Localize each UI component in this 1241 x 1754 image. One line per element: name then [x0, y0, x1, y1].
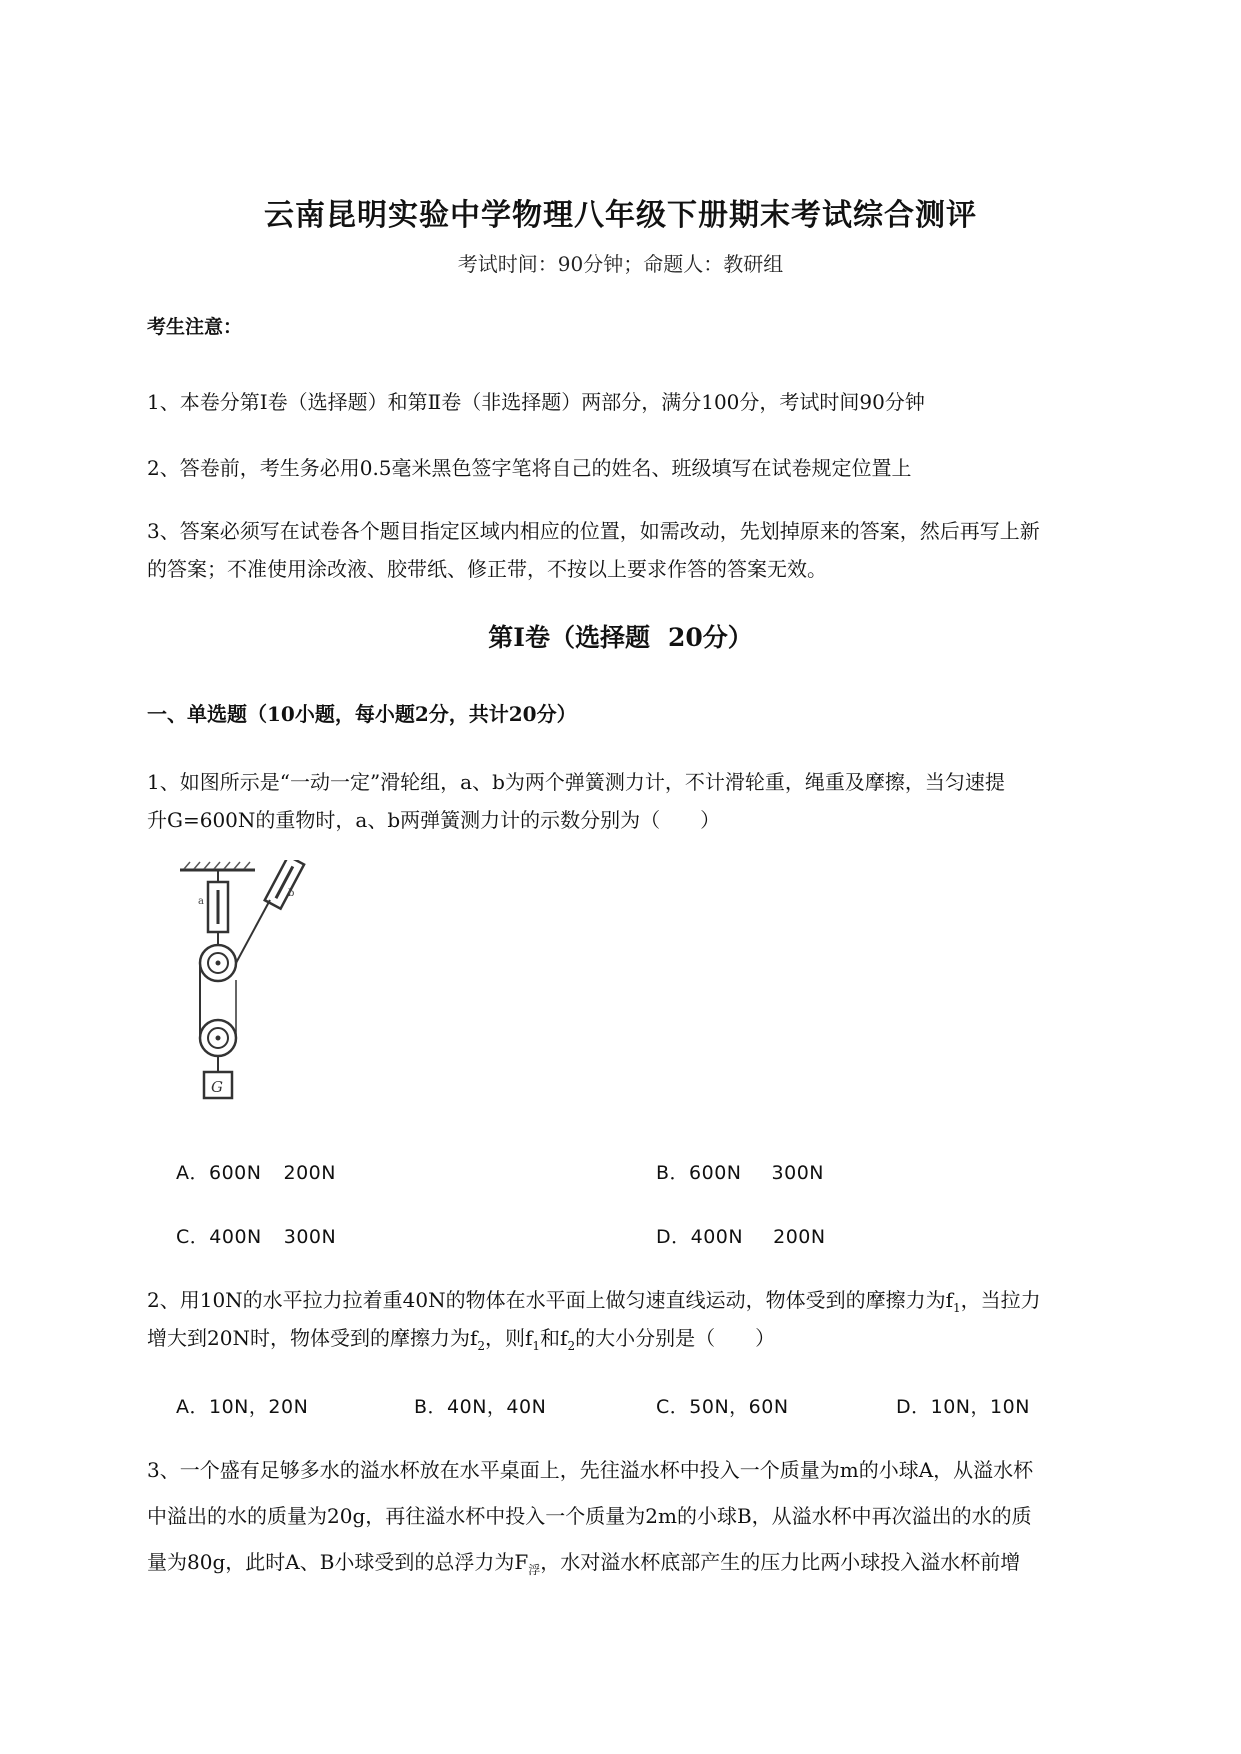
weight-label: G: [211, 1078, 223, 1096]
notice-item-1: 1、本卷分第I卷（选择题）和第Ⅱ卷（非选择题）两部分，满分100分，考试时间90分钟: [147, 390, 925, 414]
q1-option-d[interactable]: D．400N 200N: [656, 1226, 826, 1248]
q2-option-c[interactable]: C．50N，60N: [656, 1396, 789, 1418]
exam-subtitle: 考试时间：90分钟；命题人：教研组: [457, 252, 784, 276]
notice-item-3-line-2: 的答案；不准使用涂改液、胶带纸、修正带，不按以上要求作答的答案无效。: [147, 557, 827, 581]
ceiling-hatch: [184, 862, 250, 869]
section-title-text: 第I卷（选择题: [488, 623, 650, 652]
question-type-heading: 一、单选题（10小题，每小题2分，共计20分）: [147, 702, 577, 726]
notice-item-2: 2、答卷前，考生务必用0.5毫米黑色签字笔将自己的姓名、班级填写在试卷规定位置上: [147, 456, 912, 480]
q2-option-b[interactable]: B．40N，40N: [414, 1396, 547, 1418]
q1-stem-line-1: 1、如图所示是“一动一定”滑轮组，a、b为两个弹簧测力计，不计滑轮重，绳重及摩擦，当匀速提: [147, 770, 1005, 794]
q2-stem-line-2: 增大到20N时，物体受到的摩擦力为$f_2$，则$f_1$和$f_2$的大小分别是（ ）: [147, 1326, 776, 1353]
q3-stem-line-1: 3、一个盛有足够多水的溢水杯放在水平桌面上，先往溢水杯中投入一个质量为m的小球A，从溢水杯: [147, 1458, 1034, 1482]
spring-scale-b: [265, 860, 309, 909]
notice-heading: 考生注意：: [147, 316, 243, 338]
rope-pull: [236, 900, 270, 963]
label-b: b: [288, 888, 295, 899]
section-score: 20分）: [667, 623, 753, 652]
q2-option-d[interactable]: D．10N，10N: [896, 1396, 1030, 1418]
section-title: [0, 618, 1241, 654]
q3-stem-line-3: 量为80g，此时A、B小球受到的总浮力为$F_浮$，水对溢水杯底部产生的压力比两小球投入溢水杯前增: [147, 1550, 1021, 1577]
pulley-diagram: [170, 860, 330, 1110]
q1-option-a[interactable]: A．600N 200N: [176, 1162, 336, 1184]
q1-option-c[interactable]: C．400N 300N: [176, 1226, 337, 1248]
label-a: a: [198, 896, 204, 907]
q2-stem-line-1: 2、用10N的水平拉力拉着重40N的物体在水平面上做匀速直线运动，物体受到的摩擦力为$f_1$，当拉力: [147, 1288, 1041, 1315]
q2-option-a[interactable]: A．10N，20N: [176, 1396, 309, 1418]
q3-stem-line-2: 中溢出的水的质量为20g，再往溢水杯中投入一个质量为2m的小球B，从溢水杯中再次溢出的水的质: [147, 1504, 1032, 1528]
exam-title: 云南昆明实验中学物理八年级下册期末考试综合测评: [264, 198, 977, 233]
notice-item-3-line-1: 3、答案必须写在试卷各个题目指定区域内相应的位置，如需改动，先划掉原来的答案，然后再写上新: [147, 519, 1040, 543]
q1-option-b[interactable]: B．600N 300N: [656, 1162, 824, 1184]
q1-stem-line-2: 升G=600N的重物时，a、b两弹簧测力计的示数分别为（ ）: [147, 808, 721, 832]
